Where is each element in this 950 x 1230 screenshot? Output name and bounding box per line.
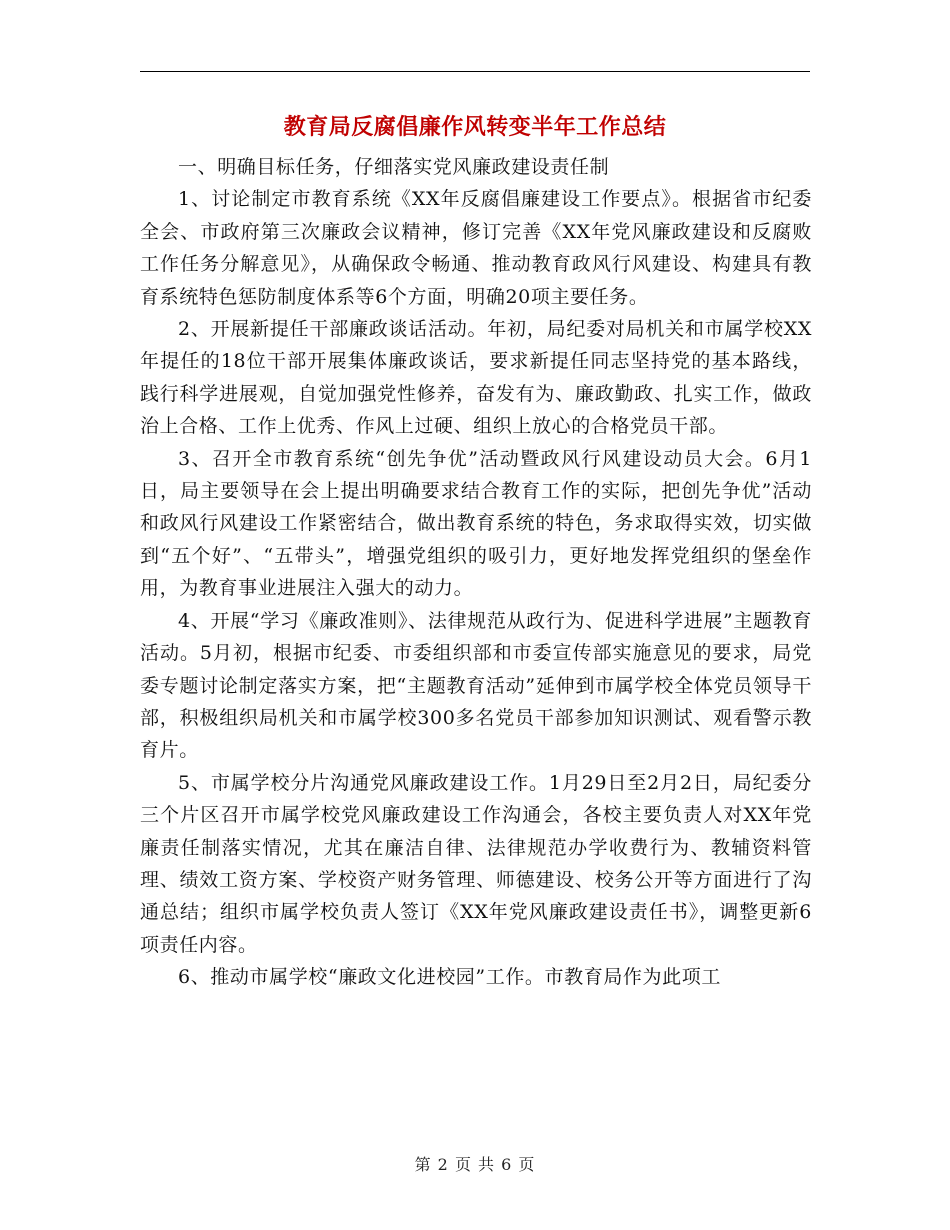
paragraph-3: 3、召开全市教育系统“创先争优”活动暨政风行风建设动员大会。6月1日，局主要领导在会上提出明确要求结合教育工作的实际，把创先争优”活动和政风行风建设工作紧密结合，做出教育系统的特色，务求取得实效，切实做到“五个好”、“五带头”，增强党组织的吸引力，更好地发挥党组织的堡垒作用，为教育事业进展注入强大的动力。 [140,447,812,600]
header-rule [140,71,810,72]
paragraph-2: 2、开展新提任干部廉政谈话活动。年初，局纪委对局机关和市属学校XX年提任的18位干部开展集体廉政谈话，要求新提任同志坚持党的基本路线，践行科学进展观，自觉加强党性修养，奋发有为、廉政勤政、扎实工作，做政治上合格、工作上优秀、作风上过硬、组织上放心的合格党员干部。 [140,318,812,438]
document-body [140,151,812,994]
document-title: 教育局反腐倡廉作风转变半年工作总结 [283,114,667,140]
section-heading: 一、明确目标任务，仔细落实党风廉政建设责任制 [178,156,610,178]
paragraph-4: 4、开展“学习《廉政准则》、法律规范从政行为、促进科学进展”主题教育活动。5月初，根据市纪委、市委组织部和市委宣传部实施意见的要求，局党委专题讨论制定落实方案，把“主题教育活动”延伸到市属学校全体党员领导干部，积极组织局机关和市属学校300多名党员干部参加知识测试、观看警示教育片。 [140,609,812,762]
paragraph-6: 6、推动市属学校“廉政文化进校园”工作。市教育局作为此项工 [178,966,721,989]
page-footer [0,1153,950,1177]
page-number-label: 第 2 页 共 6 页 [414,1155,536,1174]
paragraph-5: 5、市属学校分片沟通党风廉政建设工作。1月29日至2月2日，局纪委分三个片区召开市属学校党风廉政建设工作沟通会，各校主要负责人对XX年党廉责任制落实情况，尤其在廉洁自律、法律规范办学收费行为、教辅资料管理、绩效工资方案、学校资产财务管理、师德建设、校务公开等方面进行了沟通总结；组织市属学校负责人签订《XX年党风廉政建设责任书》，调整更新6项责任内容。 [140,771,812,956]
paragraph-1: 1、讨论制定市教育系统《XX年反腐倡廉建设工作要点》。根据省市纪委全会、市政府第三次廉政会议精神，修订完善《XX年党风廉政建设和反腐败工作任务分解意见》，从确保政令畅通、推动教育政风行风建设、构建具有教育系统特色惩防制度体系等6个方面，明确20项主要任务。 [140,188,812,308]
